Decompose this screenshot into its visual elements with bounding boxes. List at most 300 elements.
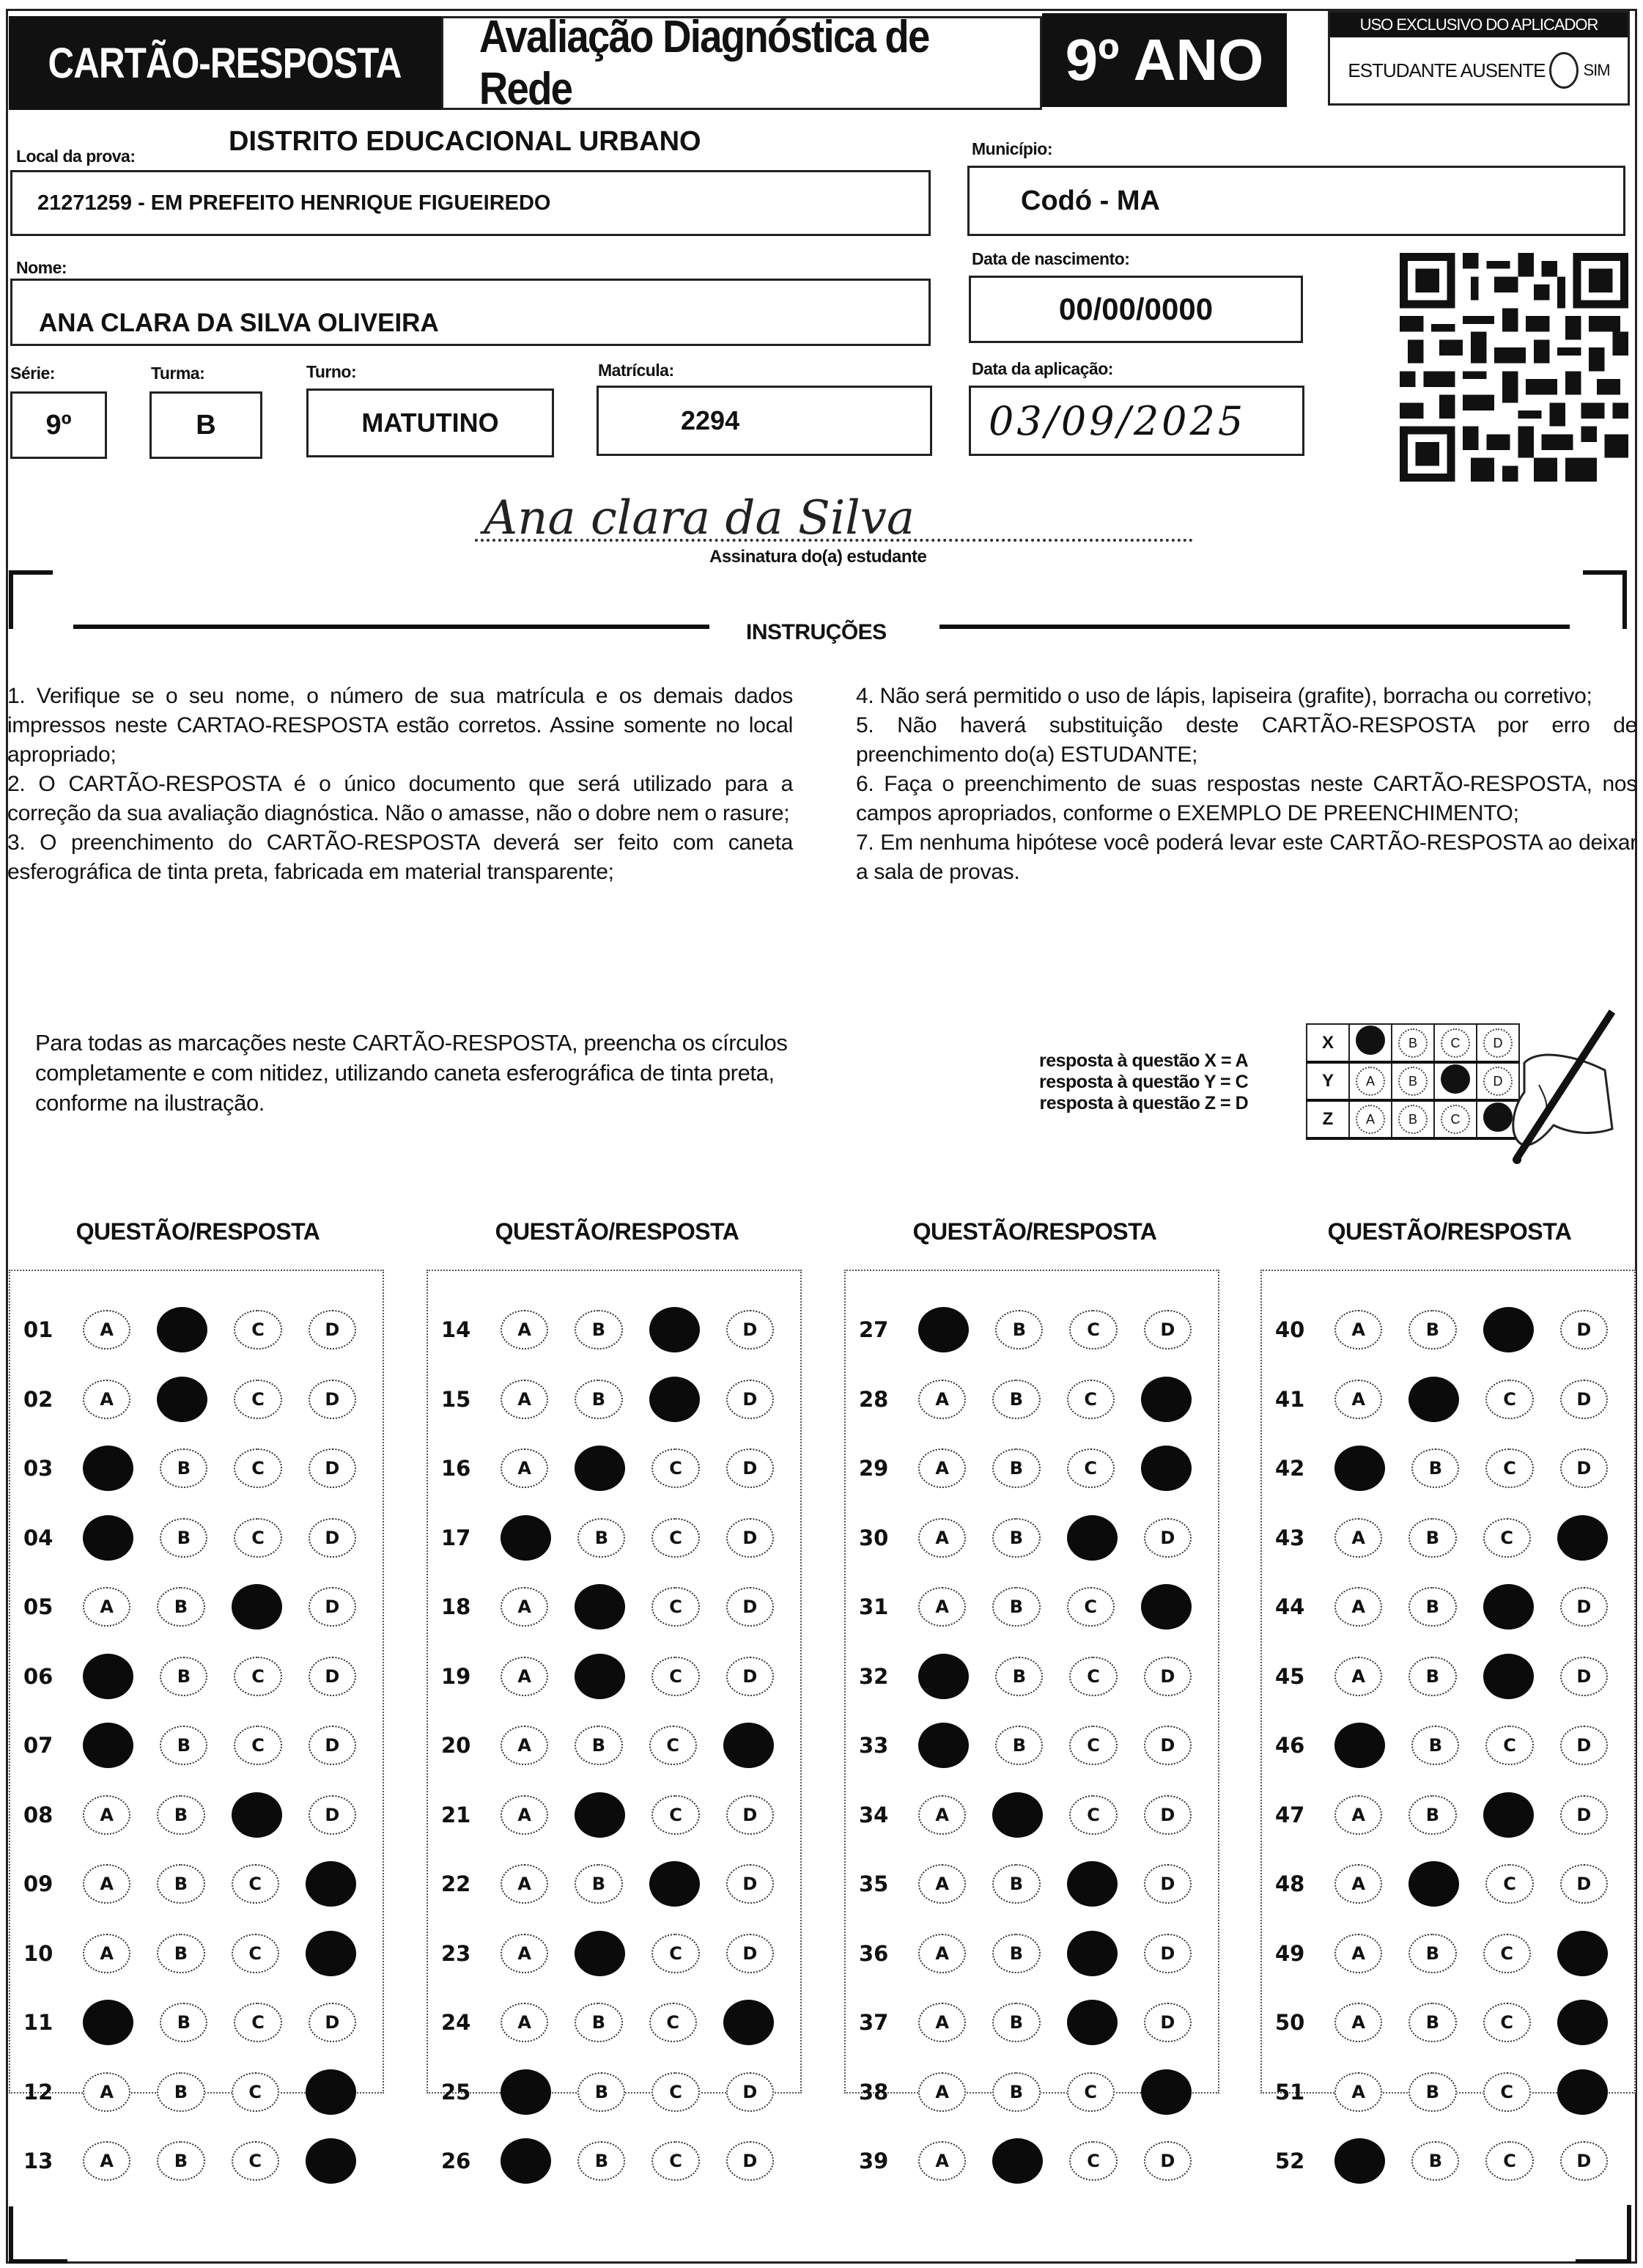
answer-bubble-a[interactable]: A [83, 1380, 130, 1419]
nascimento-label: Data de nascimento: [972, 249, 1130, 268]
answer-bubble-c[interactable] [232, 1584, 282, 1630]
answer-bubble-c[interactable]: C [651, 2141, 699, 2181]
question-number: 35 [859, 1871, 889, 1896]
answer-row [10, 1647, 383, 1706]
answer-row [846, 1577, 1218, 1636]
answer-row [846, 1370, 1218, 1429]
answer-row [10, 2063, 383, 2121]
answer-bubble-b[interactable]: B [160, 1448, 207, 1488]
answer-bubble-c[interactable]: C [234, 1310, 281, 1350]
answer-bubble-d[interactable] [1141, 1446, 1192, 1491]
answer-bubble-b[interactable]: B [157, 1587, 204, 1627]
aplicacao-label: Data da aplicação: [972, 359, 1113, 378]
answer-bubble-b[interactable]: B [1408, 1934, 1456, 1973]
answer-bubble-c[interactable] [649, 1377, 700, 1422]
answer-bubble-b[interactable]: B [1408, 1310, 1456, 1350]
instruction-7: 7. Em nenhuma hipótese você poderá levar este CARTÃO-RESPOSTA ao deixar a sala de provas. [856, 831, 1637, 884]
answer-bubble-b[interactable]: B [1411, 1726, 1459, 1765]
answer-bubble-c[interactable] [1067, 2000, 1118, 2045]
matricula-label: Matrícula: [598, 361, 674, 380]
answer-bubble-c[interactable]: C [1067, 2072, 1115, 2112]
answer-bubble-b[interactable]: B [157, 1934, 204, 1973]
answer-bubble-a[interactable]: A [501, 1380, 548, 1419]
answer-bubble-c[interactable]: C [651, 1934, 699, 1973]
answer-bubble-c[interactable]: C [1069, 1726, 1117, 1765]
answer-bubble-c[interactable] [1067, 1515, 1118, 1561]
answer-row [428, 1993, 800, 2052]
answer-bubble-d[interactable]: D [1560, 1310, 1608, 1350]
answer-bubble-b[interactable] [1408, 1377, 1459, 1422]
answer-bubble-d[interactable]: D [1144, 1657, 1192, 1696]
answer-bubble-d[interactable]: D [1144, 2003, 1192, 2042]
question-number: 07 [23, 1733, 53, 1758]
answer-bubble-b[interactable] [575, 1654, 625, 1699]
answer-bubble-c[interactable]: C [1067, 1448, 1115, 1488]
answer-bubble-d[interactable]: D [726, 1310, 774, 1350]
answer-bubble-a[interactable] [501, 2069, 551, 2115]
answer-bubble-a[interactable]: A [1334, 1657, 1382, 1696]
answer-bubble-c[interactable]: C [1483, 1518, 1531, 1558]
answer-bubble-c[interactable]: C [234, 1448, 281, 1488]
answer-bubble-d[interactable]: D [1144, 1726, 1192, 1765]
answer-bubble-d[interactable] [723, 1723, 774, 1768]
answer-bubble-a[interactable]: A [501, 1795, 548, 1835]
answer-bubble-d[interactable]: D [309, 2003, 356, 2042]
answer-bubble-a[interactable]: A [1334, 1795, 1382, 1835]
answer-bubble-a[interactable]: A [918, 1518, 966, 1558]
answer-bubble-c[interactable] [232, 1792, 282, 1838]
answer-bubble-c[interactable]: C [1485, 1864, 1533, 1904]
answer-bubble-b[interactable]: B [992, 1934, 1040, 1973]
answer-bubble-d[interactable]: D [309, 1587, 356, 1627]
instructions-rule-right [939, 625, 1570, 629]
instructions-title: INSTRUÇÕES [746, 620, 887, 644]
question-number: 10 [23, 1940, 53, 1966]
answer-bubble-c[interactable]: C [232, 1934, 279, 1973]
question-number: 34 [859, 1802, 889, 1827]
answer-bubble-c[interactable]: C [1067, 1380, 1115, 1419]
aplicacao-field[interactable] [969, 386, 1304, 456]
answer-bubble-b[interactable]: B [160, 2003, 207, 2042]
answer-bubble-b[interactable]: B [992, 1864, 1040, 1904]
answer-bubble-b[interactable]: B [992, 1518, 1040, 1558]
column-title-4: QUESTÃO/RESPOSTA [1327, 1218, 1572, 1245]
nome-field [10, 279, 931, 346]
answer-bubble-b[interactable]: B [1408, 1587, 1456, 1627]
turma-field [149, 391, 262, 459]
answer-bubble-b[interactable]: B [995, 1310, 1043, 1350]
answer-bubble-b[interactable]: B [160, 1726, 207, 1765]
answer-bubble-a[interactable]: A [83, 1864, 130, 1904]
applicator-box [1328, 10, 1630, 106]
nome-value: ANA CLARA DA SILVA OLIVEIRA [39, 309, 439, 337]
question-number: 48 [1275, 1871, 1305, 1896]
answer-bubble-c[interactable]: C [1483, 2072, 1531, 2112]
answer-bubble-a[interactable] [918, 1723, 969, 1768]
answer-bubble-a[interactable]: A [918, 1380, 966, 1419]
question-number: 25 [441, 2079, 471, 2105]
answer-bubble-c[interactable]: C [234, 1380, 281, 1419]
answer-bubble-b[interactable] [575, 1931, 625, 1976]
serie-label: Série: [10, 364, 55, 383]
answer-bubble-a[interactable]: A [918, 1864, 966, 1904]
answer-bubble-a[interactable]: A [918, 1795, 966, 1835]
answer-bubble-d[interactable] [1141, 2069, 1192, 2115]
answer-bubble-c[interactable]: C [1069, 2141, 1117, 2181]
answer-bubble-c[interactable]: C [234, 2003, 281, 2042]
question-number: 06 [23, 1663, 53, 1689]
answer-bubble-d[interactable] [723, 2000, 774, 2045]
answer-bubble-d[interactable]: D [1144, 1934, 1192, 1973]
answer-bubble-d[interactable]: D [1144, 1864, 1192, 1904]
answer-bubble-b[interactable]: B [992, 1587, 1040, 1627]
answer-row [1262, 1786, 1634, 1844]
answer-bubble-c[interactable]: C [1483, 1934, 1531, 1973]
answer-bubble-b[interactable]: B [575, 1864, 622, 1904]
answer-bubble-a[interactable]: A [918, 1934, 966, 1973]
answer-bubble-a[interactable]: A [1334, 1380, 1382, 1419]
answer-bubble-b[interactable] [575, 1792, 625, 1838]
answer-bubble-b[interactable] [992, 2138, 1043, 2184]
answer-bubble-b[interactable]: B [1408, 1518, 1456, 1558]
answer-bubble-d[interactable]: D [1560, 2141, 1608, 2181]
answer-bubble-a[interactable] [1334, 2138, 1385, 2184]
example-line-x: resposta à questão X = A [1039, 1050, 1249, 1071]
answer-bubble-d[interactable]: D [1560, 1587, 1608, 1627]
fill-tip: Para todas as marcações neste CARTÃO-RESPOSTA, preencha os círculos completamente e com nitidez, utilizando caneta esferográfica de tinta preta, conforme na ilustração. [35, 1030, 788, 1116]
answer-bubble-c[interactable]: C [1067, 1587, 1115, 1627]
student-signature[interactable]: Ana clara da Silva [484, 491, 915, 545]
answer-bubble-c[interactable]: C [1485, 2141, 1533, 2181]
answer-bubble-b[interactable]: B [992, 2072, 1040, 2112]
municipio-value: Codó - MA [1021, 185, 1160, 216]
question-number: 27 [859, 1317, 889, 1342]
answer-row [10, 1716, 383, 1775]
answer-bubble-c[interactable]: C [1485, 1380, 1533, 1419]
answer-bubble-c[interactable]: C [234, 1726, 281, 1765]
question-number: 18 [441, 1594, 471, 1619]
answer-bubble-d[interactable] [1557, 1515, 1608, 1561]
answer-bubble-a[interactable]: A [83, 2072, 130, 2112]
answer-bubble-d[interactable]: D [726, 1864, 774, 1904]
answer-bubble-a[interactable] [83, 2000, 133, 2045]
answer-bubble-a[interactable]: A [918, 1587, 966, 1627]
answer-bubble-a[interactable]: A [501, 2003, 548, 2042]
answer-row [846, 1439, 1218, 1498]
answer-bubble-b[interactable]: B [575, 2003, 622, 2042]
answer-bubble-d[interactable]: D [1560, 1864, 1608, 1904]
answer-bubble-a[interactable]: A [918, 1448, 966, 1488]
answer-row [10, 1509, 383, 1567]
absent-bubble[interactable] [1549, 52, 1579, 89]
answer-bubble-d[interactable]: D [309, 1795, 356, 1835]
answer-bubble-b[interactable]: B [1411, 2141, 1459, 2181]
qr-code-icon [1400, 253, 1628, 482]
answer-bubble-c[interactable] [1067, 1861, 1118, 1907]
question-number: 28 [859, 1386, 889, 1412]
answer-bubble-a[interactable] [83, 1654, 133, 1699]
answer-bubble-a[interactable] [918, 1654, 969, 1699]
answer-bubble-c[interactable]: C [1069, 1310, 1117, 1350]
answer-row [428, 2132, 800, 2190]
example-row-x: X B C D [1307, 1024, 1519, 1062]
answer-bubble-a[interactable]: A [501, 1864, 548, 1904]
question-number: 36 [859, 1940, 889, 1966]
answer-row [1262, 1924, 1634, 1983]
answer-bubble-d[interactable]: D [726, 1380, 774, 1419]
question-number: 20 [441, 1733, 471, 1758]
answer-row [10, 1924, 383, 1983]
answer-bubble-d[interactable]: D [726, 1934, 774, 1973]
answer-bubble-b[interactable] [575, 1584, 625, 1630]
answer-bubble-b[interactable]: B [577, 1518, 625, 1558]
answer-bubble-c[interactable]: C [651, 1657, 699, 1696]
answer-bubble-a[interactable] [83, 1723, 133, 1768]
answer-row [10, 1786, 383, 1844]
question-number: 43 [1275, 1525, 1305, 1550]
turma-label: Turma: [151, 364, 205, 383]
answer-bubble-d[interactable]: D [309, 1518, 356, 1558]
answer-bubble-a[interactable]: A [1334, 2003, 1382, 2042]
answer-bubble-a[interactable]: A [1334, 1587, 1382, 1627]
answer-bubble-d[interactable]: D [1560, 1795, 1608, 1835]
answer-bubble-c[interactable]: C [649, 2003, 697, 2042]
example-row-z: Z A B C [1307, 1100, 1519, 1138]
answer-bubble-c[interactable] [649, 1861, 700, 1907]
answer-bubble-b[interactable]: B [992, 1380, 1040, 1419]
answer-bubble-a[interactable]: A [501, 1726, 548, 1765]
answer-bubble-d[interactable] [306, 1931, 356, 1976]
serie-value: 9º [45, 409, 72, 441]
answer-bubble-c[interactable] [1483, 1654, 1534, 1699]
answer-bubble-b[interactable]: B [157, 2072, 204, 2112]
question-number: 11 [23, 2010, 53, 2035]
answer-bubble-c[interactable]: C [234, 1657, 281, 1696]
answer-bubble-a[interactable]: A [83, 2141, 130, 2181]
answer-bubble-b[interactable]: B [577, 2072, 625, 2112]
question-number: 50 [1275, 2010, 1305, 2035]
answer-bubble-d[interactable]: D [726, 1448, 774, 1488]
answer-bubble-b[interactable]: B [575, 1726, 622, 1765]
question-number: 21 [441, 1802, 471, 1827]
answer-grid-1 [9, 1270, 384, 2173]
answer-bubble-d[interactable]: D [309, 1657, 356, 1696]
answer-row [1262, 1647, 1634, 1706]
answer-bubble-c[interactable]: C [1483, 2003, 1531, 2042]
turma-value: B [196, 409, 216, 441]
answer-bubble-d[interactable]: D [1144, 1518, 1192, 1558]
answer-bubble-a[interactable] [501, 1515, 551, 1561]
local-value: 21271259 - EM PREFEITO HENRIQUE FIGUEIREDO [37, 191, 551, 215]
instructions-right [856, 682, 1637, 887]
instruction-4: 4. Não será permitido o uso de lápis, lapiseira (grafite), borracha ou corretivo; [856, 684, 1592, 708]
answer-bubble-d[interactable]: D [309, 1448, 356, 1488]
local-field [10, 170, 931, 236]
answer-bubble-a[interactable] [1334, 1446, 1385, 1491]
answer-bubble-d[interactable]: D [309, 1310, 356, 1350]
answer-bubble-d[interactable]: D [1144, 1310, 1192, 1350]
answer-bubble-b[interactable]: B [1408, 2003, 1456, 2042]
instruction-3: 3. O preenchimento do CARTÃO-RESPOSTA deverá ser feito com caneta esferográfica de tinta preta, fabricada em material transparente; [7, 831, 793, 884]
answer-bubble-d[interactable]: D [726, 1587, 774, 1627]
answer-bubble-a[interactable] [83, 1446, 133, 1491]
answer-row [10, 1855, 383, 1913]
answer-bubble-d[interactable]: D [1560, 1726, 1608, 1765]
answer-bubble-b[interactable]: B [995, 1657, 1043, 1696]
question-number: 24 [441, 2010, 471, 2035]
answer-bubble-a[interactable]: A [83, 1587, 130, 1627]
answer-bubble-c[interactable]: C [1069, 1795, 1117, 1835]
answer-row [10, 1577, 383, 1636]
answer-bubble-a[interactable] [83, 1515, 133, 1561]
answer-bubble-b[interactable]: B [157, 1864, 204, 1904]
answer-grid-4 [1260, 1270, 1636, 2173]
answer-bubble-c[interactable]: C [651, 1518, 699, 1558]
question-number: 22 [441, 1871, 471, 1896]
answer-bubble-a[interactable]: A [1334, 1934, 1382, 1973]
answer-row [428, 1370, 800, 1429]
answer-bubble-b[interactable]: B [1408, 1657, 1456, 1696]
answer-bubble-a[interactable]: A [83, 1934, 130, 1973]
answer-bubble-a[interactable] [501, 2138, 551, 2184]
answer-bubble-c[interactable]: C [651, 2072, 699, 2112]
answer-bubble-c[interactable]: C [651, 1448, 699, 1488]
answer-bubble-b[interactable]: B [1408, 2072, 1456, 2112]
instruction-2: 2. O CARTÃO-RESPOSTA é o único documento que será utilizado para a correção da sua avaliação diagnóstica. Não o amasse, não o dobre nem o rasure; [7, 772, 793, 825]
answer-row [428, 2063, 800, 2121]
answer-bubble-a[interactable]: A [501, 1657, 548, 1696]
registration-mark-top-right [1583, 570, 1627, 629]
answer-bubble-a[interactable]: A [918, 2072, 966, 2112]
answer-bubble-b[interactable] [575, 1446, 625, 1491]
answer-bubble-a[interactable]: A [501, 1448, 548, 1488]
answer-bubble-b[interactable]: B [160, 1518, 207, 1558]
answer-row [1262, 1509, 1634, 1567]
answer-bubble-d[interactable] [306, 1861, 356, 1907]
answer-bubble-c[interactable]: C [651, 1795, 699, 1835]
answer-bubble-c[interactable] [649, 1307, 700, 1352]
answer-bubble-b[interactable] [157, 1377, 207, 1422]
nascimento-value: 00/00/0000 [1058, 292, 1214, 326]
answer-row [846, 1924, 1218, 1983]
answer-bubble-d[interactable]: D [309, 1726, 356, 1765]
answer-bubble-b[interactable]: B [160, 1657, 207, 1696]
answer-bubble-c[interactable]: C [234, 1518, 281, 1558]
answer-bubble-b[interactable]: B [1408, 1795, 1456, 1835]
answer-bubble-b[interactable]: B [157, 1795, 204, 1835]
answer-bubble-c[interactable] [1483, 1584, 1534, 1630]
answer-bubble-a[interactable]: A [918, 2003, 966, 2042]
answer-bubble-a[interactable]: A [1334, 2072, 1382, 2112]
question-number: 52 [1275, 2149, 1305, 2173]
answer-bubble-c[interactable]: C [1485, 1448, 1533, 1488]
answer-bubble-d[interactable] [1141, 1377, 1192, 1422]
absent-option: SIM [1583, 61, 1610, 79]
answer-bubble-a[interactable]: A [501, 1587, 548, 1627]
answer-row [846, 1509, 1218, 1567]
answer-bubble-a[interactable]: A [1334, 1310, 1382, 1350]
answer-bubble-d[interactable] [1557, 2069, 1608, 2115]
answer-bubble-b[interactable] [992, 1792, 1043, 1838]
answer-bubble-d[interactable]: D [726, 2072, 774, 2112]
answer-bubble-c[interactable]: C [1069, 1657, 1117, 1696]
answer-bubble-b[interactable]: B [995, 1726, 1043, 1765]
answer-bubble-a[interactable] [1334, 1723, 1385, 1768]
answer-bubble-b[interactable]: B [1411, 1448, 1459, 1488]
answer-bubble-b[interactable] [1408, 1861, 1459, 1907]
answer-bubble-a[interactable]: A [1334, 1518, 1382, 1558]
answer-bubble-d[interactable]: D [1560, 1448, 1608, 1488]
question-number: 23 [441, 1940, 471, 1966]
answer-bubble-c[interactable] [1067, 1931, 1118, 1976]
question-number: 49 [1275, 1940, 1305, 1966]
answer-bubble-d[interactable]: D [1144, 2141, 1192, 2181]
answer-row [428, 1855, 800, 1913]
question-number: 19 [441, 1663, 471, 1689]
answer-bubble-b[interactable]: B [577, 2141, 625, 2181]
answer-bubble-c[interactable]: C [232, 2141, 279, 2181]
answer-bubble-d[interactable]: D [1560, 1657, 1608, 1696]
answer-bubble-c[interactable]: C [1485, 1726, 1533, 1765]
answer-bubble-d[interactable]: D [1144, 1795, 1192, 1835]
answer-bubble-b[interactable]: B [575, 1380, 622, 1419]
answer-bubble-a[interactable] [918, 1307, 969, 1352]
example-row-y: Y A B D [1307, 1062, 1519, 1100]
answer-bubble-d[interactable]: D [726, 1795, 774, 1835]
answer-bubble-a[interactable]: A [918, 2141, 966, 2181]
answer-row [428, 1716, 800, 1775]
nome-label: Nome: [16, 258, 67, 277]
answer-bubble-d[interactable] [1141, 1584, 1192, 1630]
answer-row [428, 1786, 800, 1844]
answer-bubble-d[interactable]: D [726, 1518, 774, 1558]
answer-bubble-a[interactable]: A [1334, 1864, 1382, 1904]
answer-bubble-b[interactable]: B [157, 2141, 204, 2181]
question-number: 04 [23, 1525, 53, 1550]
question-number: 02 [23, 1386, 53, 1412]
example-line-y: resposta à questão Y = C [1039, 1072, 1249, 1092]
answer-row [428, 1647, 800, 1706]
answer-bubble-c[interactable]: C [232, 1864, 279, 1904]
answer-bubble-c[interactable]: C [232, 2072, 279, 2112]
answer-row [10, 1370, 383, 1429]
answer-bubble-a[interactable]: A [501, 1934, 548, 1973]
answer-bubble-c[interactable] [1483, 1307, 1534, 1352]
answer-bubble-a[interactable]: A [83, 1795, 130, 1835]
signature-caption: Assinatura do(a) estudante [709, 547, 927, 567]
answer-bubble-c[interactable] [1483, 1792, 1534, 1838]
answer-bubble-c[interactable]: C [651, 1587, 699, 1627]
answer-bubble-d[interactable]: D [1560, 1380, 1608, 1419]
answer-bubble-c[interactable]: C [649, 1726, 697, 1765]
question-number: 31 [859, 1594, 889, 1619]
answer-bubble-b[interactable]: B [575, 1310, 622, 1350]
answer-bubble-d[interactable] [1557, 2000, 1608, 2045]
answer-bubble-a[interactable]: A [501, 1310, 548, 1350]
answer-row [846, 1786, 1218, 1844]
answer-bubble-a[interactable]: A [83, 1310, 130, 1350]
answer-bubble-b[interactable] [157, 1307, 207, 1352]
answer-bubble-b[interactable]: B [992, 2003, 1040, 2042]
applicator-heading: USO EXCLUSIVO DO APLICADOR [1330, 12, 1628, 37]
answer-bubble-d[interactable]: D [726, 1657, 774, 1696]
answer-bubble-d[interactable] [306, 2069, 356, 2115]
answer-bubble-d[interactable]: D [309, 1380, 356, 1419]
answer-bubble-b[interactable]: B [992, 1448, 1040, 1488]
answer-bubble-d[interactable]: D [726, 2141, 774, 2181]
answer-bubble-d[interactable] [1557, 1931, 1608, 1976]
answer-bubble-d[interactable] [306, 2138, 356, 2184]
